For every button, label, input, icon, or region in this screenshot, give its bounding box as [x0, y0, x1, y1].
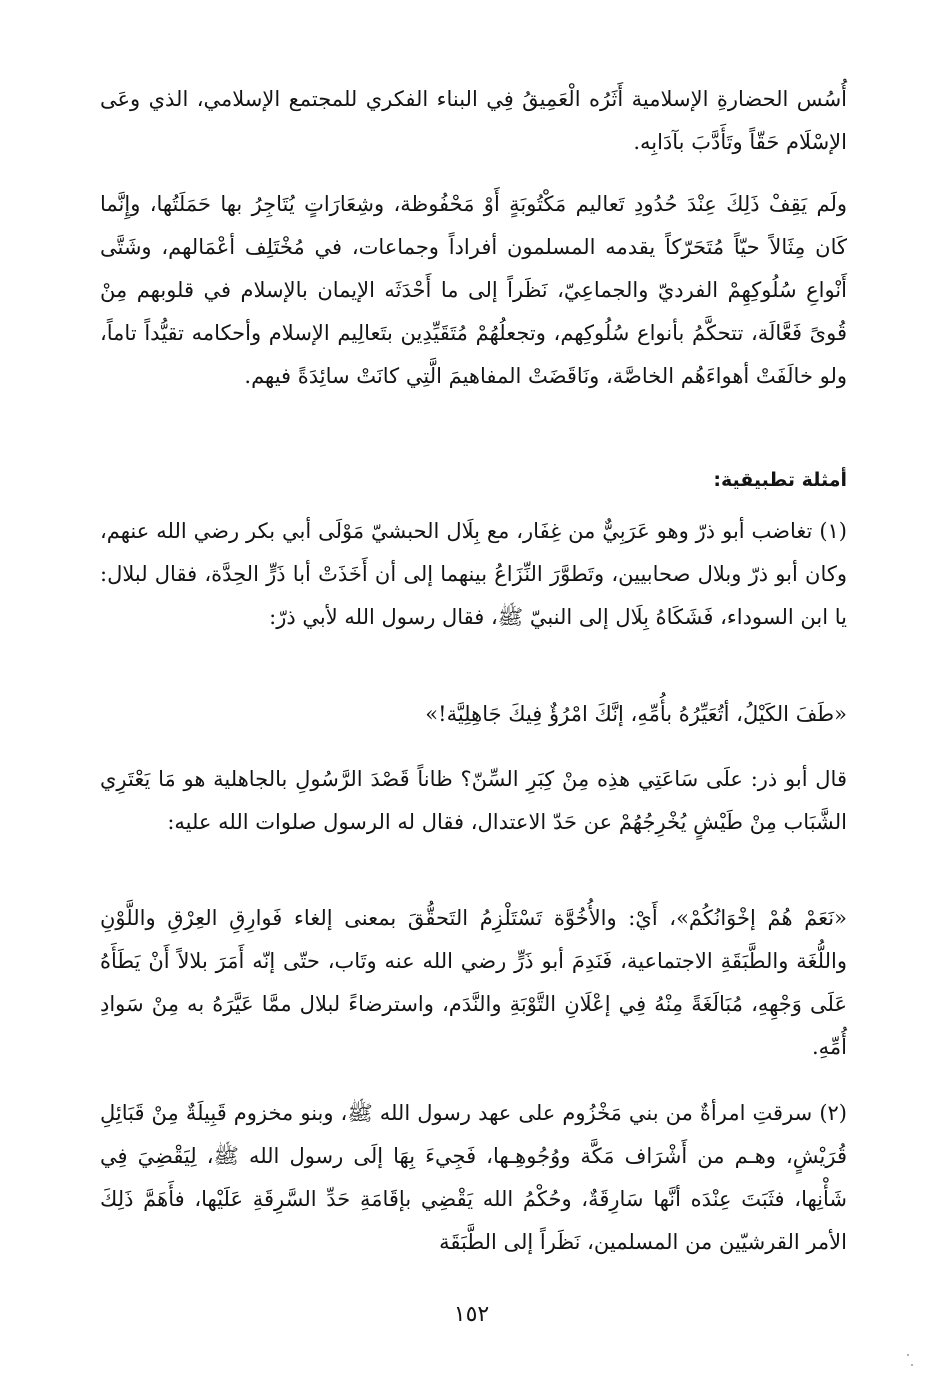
- scan-speck: [911, 1364, 913, 1366]
- example-1-abudhar-reply: قال أبو ذر: علَى سَاعَتِي هذِه مِنْ كِبَرِ السِّنّ؟ ظاناً قَصْدَ الرَّسُولِ بالجاهلية هو مَا يَعْتَرِي الشَّبَاب مِنْ طَيْشٍ يُخْرِجُهُمْ عن حَدّ الاعتدال، فقال له الرسول صلوات الله عليه:: [100, 767, 847, 834]
- example-1-paragraph: (١) تغاضب أبو ذرّ وهو عَرَبِيٌّ من غِفَار، مع بِلَال الحبشيّ مَوْلَى أبي بكر رضي الله عنهم، وكان أبو ذرّ وبلال صحابيين، وتَطوَّرَ النِّزَاعُ بينهما إلى أن أَخَذَتْ أبا ذَرٍّ الحِدَّة، فقال لبلال: يا ابن السوداء، فَشَكَاهُ بِلَال إلى النبيّ ﷺ، فقال رسول الله لأبي ذرّ:: [100, 519, 847, 629]
- intro-paragraph-end: أُسُس الحضارةِ الإسلامية أَثَرُه الْعَمِيقُ فِي البناء الفكري للمجتمع الإسلامي، الذي وعَى الإسْلَام حَقّاً وتَأَدَّبَ بآدَابِه.: [100, 87, 847, 154]
- example-2-paragraph: (٢) سرقتِ امرأةٌ من بني مَخْزُوم على عهد رسول الله ﷺ، وبنو مخزوم قَبِيلَةٌ مِنْ قَبَائِلِ قُرَيْشٍ، وهـم من أَشْرَاف مَكَّة ووُجُوهِـها، فَجِيءَ بِهَا إلَى رسول الله ﷺ، لِيَقْضِيَ فِي شَأْنِها، فثَبَتَ عِنْدَه أنَّها سَارِقَةٌ، وحُكْمُ الله يَقْضِي بإقَامَةِ حَدِّ السَّرِقَةِ عَلَيْها، فأَهَمَّ ذَلِكَ الأمر القرشيّين من المسلمين، نَظَراً إلى الطَّبَقَة: [100, 1101, 847, 1254]
- page-number: ١٥٢: [453, 1302, 490, 1327]
- example-1-conclusion: «نَعَمْ هُمْ إخْوَانُكُمْ»، أَيْ: والأُخُوَّة تَسْتَلْزِمُ التَحقُّقَ بمعنى إلغاء فَوارِقِ العِرْقِ واللَّوْنِ واللُّغَة والطَّبَقَةِ الاجتماعية، فَنَدِمَ أبو ذَرٍّ رضي الله عنه وتَاب، حتّى إنّه أَمَرَ بلالاً أَنْ يَطَأَهُ عَلَى وَجْهِهِ، مُبَالَغَةً مِنْهُ فِي إعْلَانِ التَّوْبَةِ والنَّدَم، واسترضاءً لبلال ممَّا عَيَّرَهُ به مِنْ سَوادِ أُمِّهِ.: [100, 906, 847, 1059]
- body-paragraph: ولَم يَقِفْ ذَلِكَ عِنْدَ حُدُودِ تَعاليم مَكْتُوبَةٍ أَوْ مَحْفُوظة، وشِعَارَاتٍ يُتَاجِرُ بها حَمَلَتُها، وإِنَّما كَان مِثَالاً حيّاً مُتَحَرّكاً يقدمه المسلمون أفراداً وجماعات، في مُخْتَلِف أعْمَالهم، وشَتَّى أَنْواعِ سُلُوكِهِمْ الفرديّ والجماعِيّ، نَظَراً إلى ما أَحْدَثَه الإيمان بالإسلام في قلوبهم مِنْ قُوىً فَعَّالَة، تتحكَّمُ بأنواع سُلُوكِهم، وتجعلُهُمْ مُتَقَيِّدِين بتَعالِيم الإسلام وأحكامه تقيُّداً تاماً، ولو خالَفَتْ أهواءَهُم الخاصَّة، ونَاقَضَتْ المفاهيمَ الَّتِي كانَتْ سائِدَةً فيهم.: [100, 192, 847, 388]
- example-1-hadith-quote: «طَفَ الكَيْلُ، أتُعَيِّرُهُ بأُمِّهِ، إنَّكَ امْرُؤٌ فِيكَ جَاهِلِيَّة!»: [425, 702, 847, 726]
- section-heading: أمثلة تطبيقية:: [713, 469, 847, 491]
- scan-speck: [907, 1354, 909, 1356]
- scan-speck-marks: [905, 1352, 925, 1372]
